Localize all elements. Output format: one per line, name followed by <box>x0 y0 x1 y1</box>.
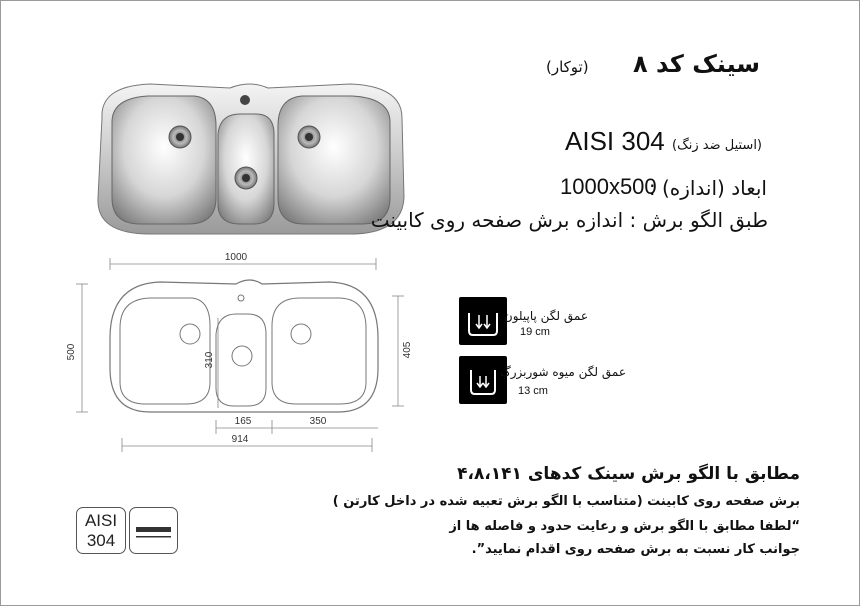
dimensions-label: ابعاد (اندازه) : <box>648 176 767 200</box>
aisi-badge-line2: 304 <box>86 531 116 550</box>
dim-bowl-height: 405 <box>402 341 413 359</box>
sink-photo <box>90 78 410 240</box>
dim-width: 1000 <box>224 252 248 263</box>
deep-bowl-icon <box>459 297 507 345</box>
aisi-badge <box>76 507 126 554</box>
notes-line-3: جوانب کار نسبت به برش صفحه روی اقدام نمایید”. <box>471 542 800 557</box>
product-subtitle: (توکار) <box>546 58 589 76</box>
material-grade: AISI 304 <box>565 126 665 156</box>
depth-value-1: 19 cm <box>520 326 550 338</box>
cutout-instruction: طبق الگو برش : اندازه برش صفحه روی کابینت <box>370 208 768 232</box>
depth-title-1: عمق لگن پاپیلون <box>503 309 588 323</box>
dim-914: 914 <box>231 434 249 445</box>
thickness-icon <box>129 507 178 554</box>
notes-line-2: “لطفا مطابق با الگو برش و رعایت حدود و فاصله ها از <box>449 519 800 534</box>
notes-line-1: برش صفحه روی کابینت (متناسب با الگو برش تعبیه شده در داخل کارتن ) <box>332 494 800 509</box>
depth-value-2: 13 cm <box>518 385 548 397</box>
dim-350: 350 <box>309 416 327 427</box>
aisi-badge-line1: AISI <box>84 511 118 530</box>
dim-small-bowl: 310 <box>204 351 215 369</box>
shallow-bowl-icon <box>459 356 507 404</box>
depth-title-2: عمق لگن میوه شوربزرگ <box>499 365 626 379</box>
dimensions-value: 1000x500 <box>560 174 657 199</box>
notes-title: مطابق با الگو برش سینک کدهای ۴،۸،۱۴۱ <box>457 464 800 484</box>
product-title: سینک کد ۸ <box>633 50 760 78</box>
dim-165: 165 <box>234 416 252 427</box>
technical-drawing <box>60 248 420 458</box>
dim-height: 500 <box>66 343 77 361</box>
material-description: (استیل ضد زنگ) <box>672 138 762 153</box>
